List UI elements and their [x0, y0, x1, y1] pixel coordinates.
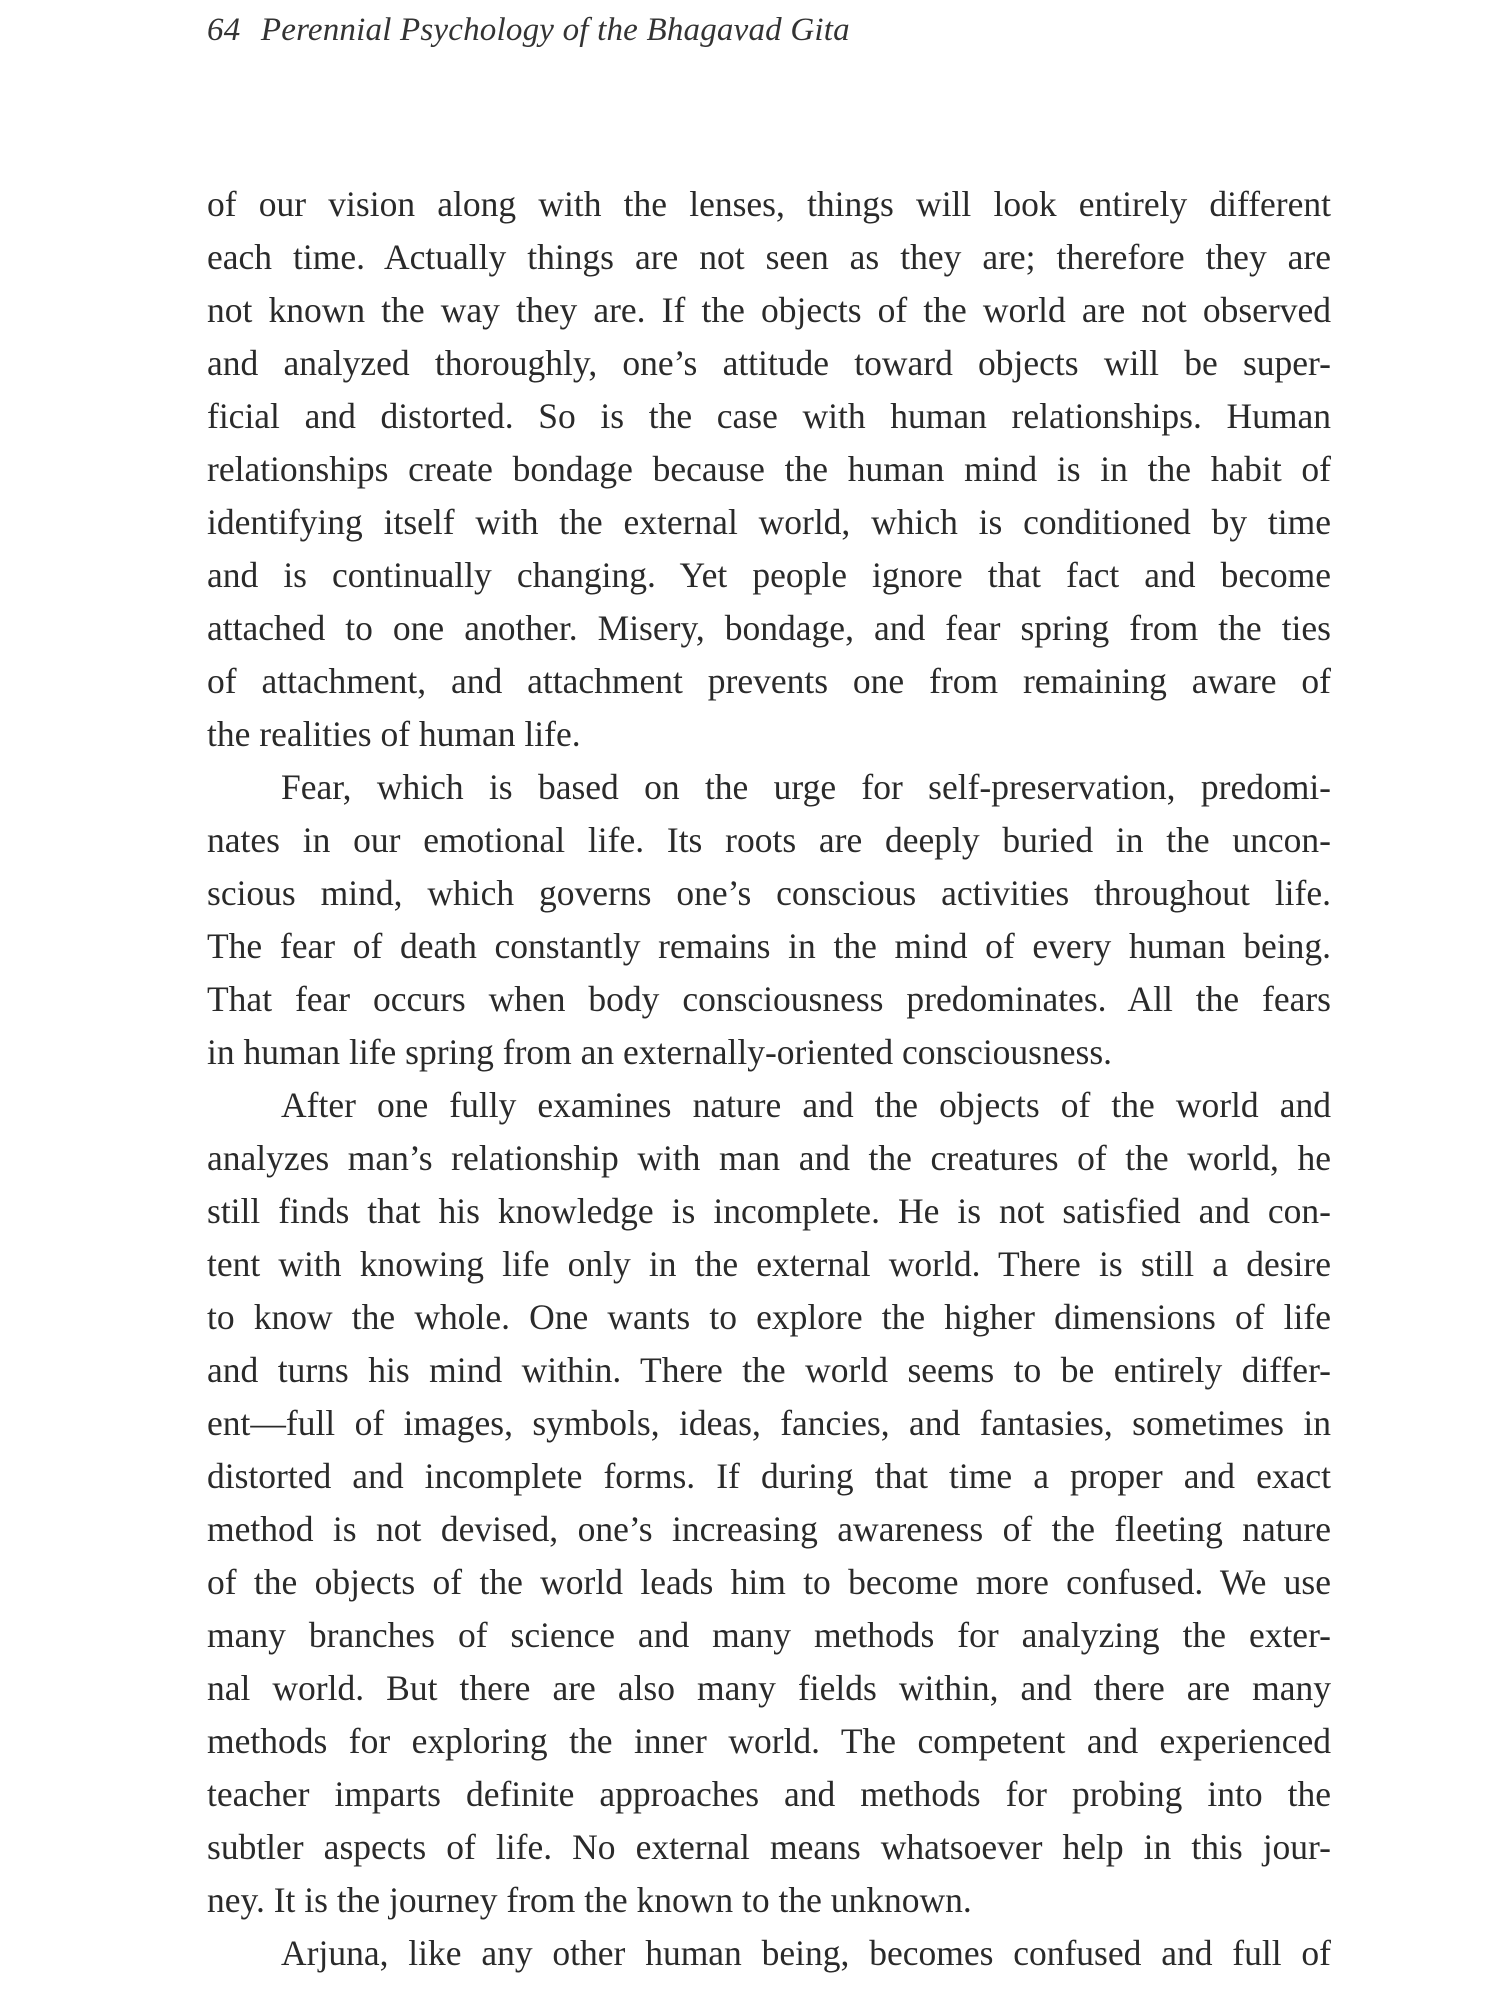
paragraph: [207, 761, 1331, 1079]
page-number: 64: [207, 12, 241, 48]
text-line: nates in our emotional life. Its roots are deeply buried in the uncon-: [207, 820, 1331, 860]
text-line: tent with knowing life only in the external world. There is still a desire: [207, 1244, 1331, 1284]
text-line: ent—full of images, symbols, ideas, fancies, and fantasies, sometimes in: [207, 1403, 1331, 1443]
text-line: to know the whole. One wants to explore the higher dimensions of life: [207, 1297, 1331, 1337]
text-line: the realities of human life.: [207, 714, 581, 754]
text-line: and turns his mind within. There the world seems to be entirely differ-: [207, 1350, 1331, 1390]
text-line: ney. It is the journey from the known to the unknown.: [207, 1880, 972, 1920]
running-title: Perennial Psychology of the Bhagavad Gita: [260, 12, 850, 48]
text-line: subtler aspects of life. No external means whatsoever help in this jour-: [207, 1827, 1331, 1867]
page-body: [207, 178, 1331, 1980]
text-line: still finds that his knowledge is incomplete. He is not satisfied and con-: [207, 1191, 1331, 1231]
text-line: of our vision along with the lenses, things will look entirely different: [207, 184, 1331, 224]
text-line: teacher imparts definite approaches and methods for probing into the: [207, 1774, 1331, 1814]
text-line: ficial and distorted. So is the case with human relationships. Human: [207, 396, 1331, 436]
text-line: not known the way they are. If the objects of the world are not observed: [207, 290, 1331, 330]
paragraph: [207, 178, 1331, 761]
text-line: method is not devised, one’s increasing awareness of the fleeting nature: [207, 1509, 1331, 1549]
text-line: of attachment, and attachment prevents one from remaining aware of: [207, 661, 1331, 701]
text-line: scious mind, which governs one’s conscious activities throughout life.: [207, 873, 1331, 913]
text-line: each time. Actually things are not seen as they are; therefore they are: [207, 237, 1331, 277]
text-line: distorted and incomplete forms. If during that time a proper and exact: [207, 1456, 1331, 1496]
text-line: The fear of death constantly remains in the mind of every human being.: [207, 926, 1331, 966]
text-line: in human life spring from an externally-oriented consciousness.: [207, 1032, 1113, 1072]
text-line: analyzes man’s relationship with man and the creatures of the world, he: [207, 1138, 1331, 1178]
text-line: of the objects of the world leads him to become more confused. We use: [207, 1562, 1331, 1602]
text-line: relationships create bondage because the human mind is in the habit of: [207, 449, 1331, 489]
text-line: Arjuna, like any other human being, becomes confused and full of: [281, 1933, 1331, 1973]
text-line: After one fully examines nature and the objects of the world and: [281, 1085, 1331, 1125]
paragraph: [207, 1079, 1331, 1927]
text-line: That fear occurs when body consciousness predominates. All the fears: [207, 979, 1331, 1019]
text-line: methods for exploring the inner world. The competent and experienced: [207, 1721, 1331, 1761]
text-line: nal world. But there are also many fields within, and there are many: [207, 1668, 1331, 1708]
text-line: identifying itself with the external world, which is conditioned by time: [207, 502, 1331, 542]
text-line: attached to one another. Misery, bondage, and fear spring from the ties: [207, 608, 1331, 648]
paragraph: [207, 1927, 1331, 1980]
running-header: [207, 12, 850, 49]
text-line: many branches of science and many methods for analyzing the exter-: [207, 1615, 1331, 1655]
text-line: and analyzed thoroughly, one’s attitude toward objects will be super-: [207, 343, 1331, 383]
text-line: Fear, which is based on the urge for self-preservation, predomi-: [281, 767, 1331, 807]
text-line: and is continually changing. Yet people ignore that fact and become: [207, 555, 1331, 595]
